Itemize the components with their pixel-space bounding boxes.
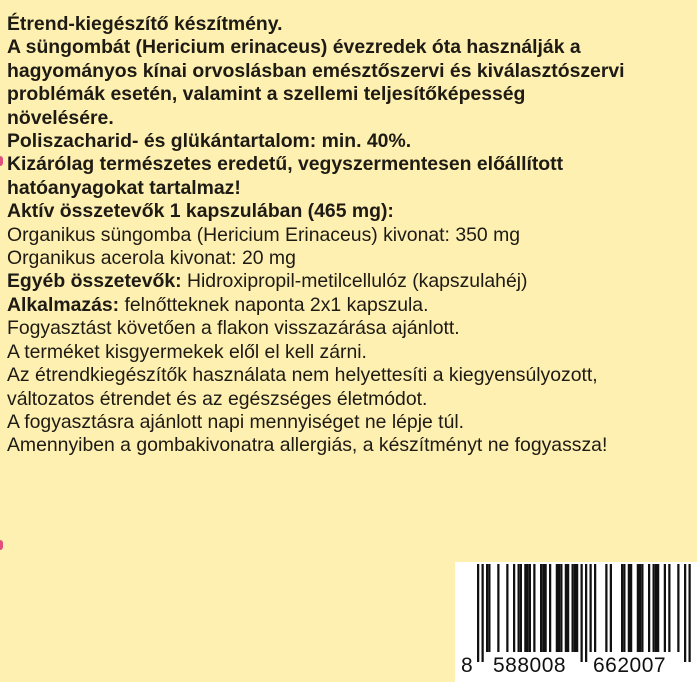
barcode-bar bbox=[653, 564, 655, 652]
barcode-bar bbox=[594, 564, 596, 652]
barcode-bar bbox=[623, 564, 625, 652]
note-line: A terméket kisgyermekek elől el kell zárni. bbox=[7, 340, 367, 363]
active-ingredients-heading: Aktív összetevők 1 kapszulában (465 mg): bbox=[7, 200, 394, 223]
barcode-bar bbox=[558, 564, 560, 652]
barcode-bar bbox=[621, 564, 623, 652]
barcode-bar bbox=[605, 564, 607, 652]
polysaccharide-content: Poliszacharid- és glükántartalom: min. 40%. bbox=[7, 130, 412, 153]
edge-mark-top bbox=[0, 156, 3, 166]
barcode-bar bbox=[497, 564, 499, 652]
note-line: Amennyiben a gombakivonatra allergiás, a készítményt ne fogyassza! bbox=[7, 434, 608, 457]
active-ingredient: Organikus acerola kivonat: 20 mg bbox=[7, 247, 296, 270]
usage bbox=[7, 294, 697, 317]
barcode-bar bbox=[567, 564, 569, 652]
barcode-bar bbox=[637, 564, 639, 652]
barcode bbox=[455, 562, 697, 682]
natural-origin-line: Kizárólag természetes eredetű, vegyszermentesen előállított bbox=[7, 153, 564, 176]
note-line: Az étrendkiegészítők használata nem helyettesíti a kiegyensúlyozott, bbox=[7, 364, 598, 387]
barcode-bar bbox=[641, 564, 643, 652]
barcode-bar bbox=[565, 564, 567, 652]
other-ingredients-value: Hidroxipropil-metilcellulóz (kapszulahéj) bbox=[181, 270, 528, 293]
barcode-guard-bar bbox=[477, 564, 479, 662]
barcode-bar bbox=[639, 564, 641, 652]
note-line: Fogyasztást követően a flakon visszazárása ajánlott. bbox=[7, 317, 460, 340]
barcode-left-group: 588008 bbox=[493, 654, 567, 677]
barcode-guard-bar bbox=[689, 564, 691, 662]
usage-label: Alkalmazás: bbox=[7, 293, 120, 316]
usage-value: felnőtteknek naponta 2x1 kapszula. bbox=[119, 293, 429, 316]
label-text bbox=[7, 13, 697, 458]
barcode-bar bbox=[488, 564, 490, 652]
barcode-bar bbox=[576, 564, 578, 652]
note-line: változatos étrendet és az egészséges életmódot. bbox=[7, 387, 428, 410]
other-ingredients-label: Egyéb összetevők: bbox=[7, 270, 182, 293]
barcode-bar bbox=[533, 564, 535, 652]
barcode-bar bbox=[506, 564, 508, 652]
barcode-bar bbox=[520, 564, 522, 652]
barcode-bar bbox=[677, 564, 679, 652]
note-line: A fogyasztásra ajánlott napi mennyiséget ne lépje túl. bbox=[7, 410, 465, 433]
natural-origin-line: hatóanyagokat tartalmaz! bbox=[7, 176, 241, 199]
barcode-bar bbox=[527, 564, 529, 652]
barcode-bar bbox=[549, 564, 551, 652]
barcode-bar bbox=[556, 564, 558, 652]
barcode-bar bbox=[560, 564, 562, 652]
active-ingredient: Organikus süngomba (Hericium Erinaceus) kivonat: 350 mg bbox=[7, 223, 520, 246]
barcode-bar bbox=[545, 564, 547, 652]
barcode-bar bbox=[664, 564, 666, 652]
barcode-bar bbox=[486, 564, 488, 652]
intro-line: növelésére. bbox=[7, 106, 114, 129]
barcode-bar bbox=[657, 564, 659, 652]
barcode-bar bbox=[610, 564, 612, 652]
barcode-bar bbox=[590, 564, 592, 652]
barcode-bar bbox=[572, 564, 574, 652]
barcode-bar bbox=[518, 564, 520, 652]
barcode-guard-bar bbox=[585, 564, 587, 662]
barcode-bar bbox=[668, 564, 670, 652]
intro-line: problémák esetén, valamint a szellemi teljesítőképesség bbox=[7, 83, 526, 106]
barcode-bar bbox=[648, 564, 650, 652]
intro-line: A süngombát (Hericium erinaceus) évezredek óta használják a bbox=[7, 36, 581, 59]
barcode-first-digit: 8 bbox=[461, 654, 474, 677]
barcode-right-group: 662007 bbox=[593, 654, 667, 677]
barcode-guard-bar bbox=[684, 564, 686, 662]
barcode-bar bbox=[540, 564, 542, 652]
barcode-bar bbox=[542, 564, 544, 652]
product-title: Étrend-kiegészítő készítmény. bbox=[7, 13, 283, 35]
barcode-bar bbox=[628, 564, 630, 652]
barcode-bar bbox=[655, 564, 657, 652]
barcode-guard-bar bbox=[482, 564, 484, 662]
barcode-bar bbox=[630, 564, 632, 652]
intro-line: hagyományos kínai orvoslásban emésztőszervi és kiválasztószervi bbox=[7, 59, 625, 82]
barcode-bar bbox=[574, 564, 576, 652]
edge-mark-bottom bbox=[0, 540, 3, 550]
barcode-bar bbox=[529, 564, 531, 652]
other-ingredients bbox=[7, 270, 697, 293]
barcode-guard-bar bbox=[581, 564, 583, 662]
barcode-bar bbox=[524, 564, 526, 652]
barcode-bar bbox=[513, 564, 515, 652]
